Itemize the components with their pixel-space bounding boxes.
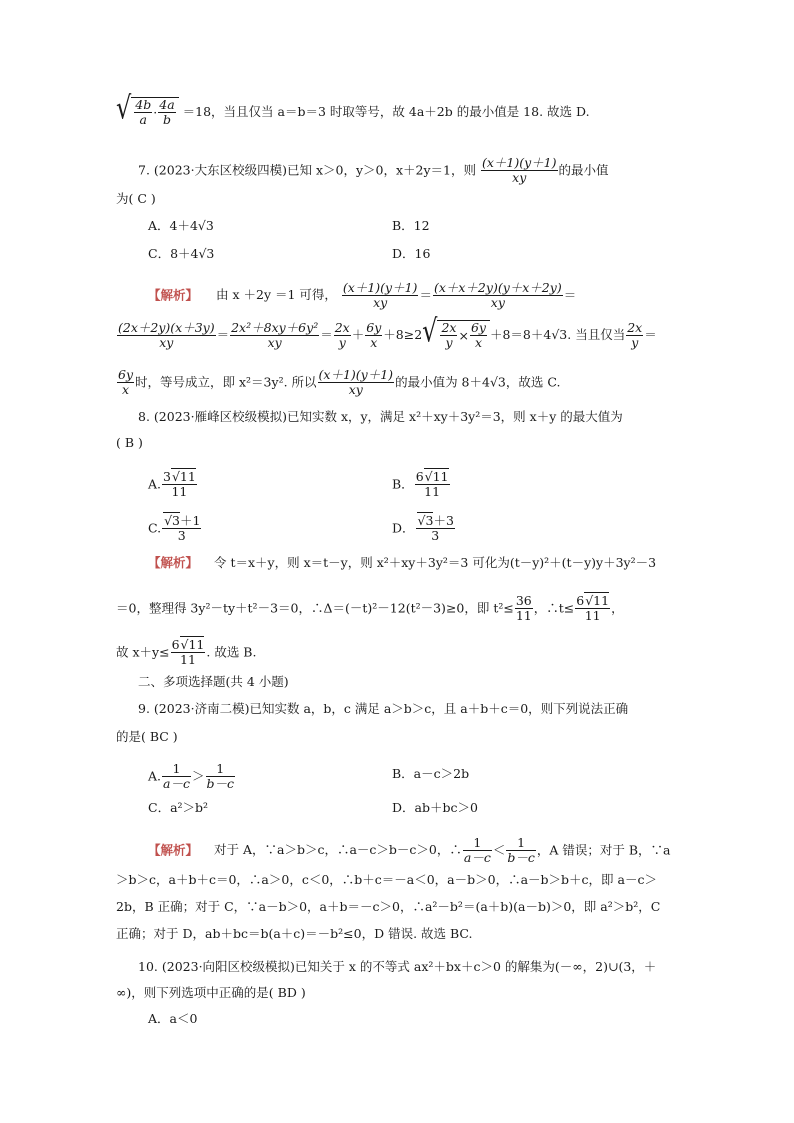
q9-solution-line-1: 【解析】 对于 A，∵a＞b＞c，∴a－c＞b－c＞0，∴ $\frac{1}{a-c}$ ＜ $\frac{1}{b-c}$ ，A 错误；对于 B，∵a — [148, 835, 671, 866]
q9-stem-a: 已知实数 a，b，c 满足 a＞b＞c，且 a＋b＋c＝0，则下列说法正确 — [249, 701, 629, 716]
q7-solution-line-1: 【解析】 由 x ＋2y ＝1 可得， $\frac{(x+1)(y+1)}{xy}$ ＝ $\frac{(x+x+2y)(y+x+2y)}{xy}$ ＝ — [148, 280, 577, 311]
q10-stem-a: 已知关于 x 的不等式 ax²＋bx＋c＞0 的解集为(－∞，2)∪(3，＋ — [294, 959, 657, 974]
line-1 — [116, 89, 590, 128]
q8-option-c: C. $\frac{√3+1}{3}$ — [148, 513, 201, 544]
q9-solution-line-2: ＞b＞c，a＋b＋c＝0，∴a＞0，c＜0，∴b＋c＝－a＜0，a－b＞0，∴a－b＞b＋c，即 a－c＞ — [116, 872, 657, 887]
q7-source: (2023·大东区校级四模) — [153, 162, 287, 178]
q9-option-b: B．a－c＞2b — [392, 766, 470, 781]
q10-number: 10. — [138, 959, 158, 974]
q7-option-a: A．4＋4√3 — [148, 218, 214, 233]
q10-stem-line — [138, 961, 656, 974]
q9-option-c: C．a²＞b² — [148, 800, 209, 815]
q10-source: (2023·向阳区校级模拟) — [161, 959, 295, 974]
q10-option-a: A．a＜0 — [148, 1011, 198, 1026]
section-title: 二、多项选择题(共 4 小题) — [138, 674, 289, 689]
q8-solution-line-3: 故 x＋y≤ $\frac{6√11}{11}$ . 故选 B. — [116, 637, 257, 668]
q7-option-c: C．8＋4√3 — [148, 246, 215, 261]
q8-source: (2023·雁峰区校级模拟) — [153, 409, 287, 424]
q7-solution-line-2: $\frac{(2x+2y)(x+3y)}{xy}$ ＝ $\frac{\text{2x²＋8xy＋6y²}}{xy}$ ＝ $\frac{2x}{y}$ ＋ $\frac{6y}{x}$ ＋8≥2 √ 2x y × 6y x ＋8＝8＋4√3. 当且仅当 $\frac{2x}{y}$ ＝ — [118, 312, 657, 351]
q8-solution-label: 【解析】 — [148, 555, 199, 570]
q9-stem-b: 的是( BC ) — [116, 729, 178, 744]
q8-option-d: D． $\frac{√3+3}{3}$ — [392, 513, 454, 544]
q8-option-b: B． $\frac{6√11}{11}$ — [392, 469, 449, 500]
q7-stem-a: 已知 x＞0，y＞0，x＋2y＝1，则 — [286, 162, 476, 178]
line-1-text: ＝18，当且仅当 a＝b＝3 时取等号，故 4a＋2b 的最小值是 18. 故选 D. — [182, 103, 590, 119]
q7-fraction: $\frac{(x+1)(y+1)}{xy}$ — [481, 155, 557, 186]
q7-solution-label: 【解析】 — [148, 287, 199, 303]
q7-option-d: D．16 — [392, 246, 431, 261]
sqrt-expression: √ 4b a · 4a b — [116, 97, 179, 128]
q9-solution-label: 【解析】 — [148, 842, 199, 858]
q7-stem-line — [138, 156, 609, 186]
q10-stem-b: ∞)，则下列选项中正确的是( BD ) — [116, 985, 306, 1000]
q7-stem-b: 的最小值 — [558, 162, 609, 178]
q8-stem-b: ( B ) — [116, 435, 143, 450]
q9-option-d: D．ab＋bc＞0 — [392, 800, 478, 815]
q9-stem-line — [138, 703, 628, 716]
q9-number: 9. — [138, 701, 150, 716]
q8-solution-line-2: ＝0，整理得 3y²－ty＋t²－3＝0，∴Δ＝(－t)²－12(t²－3)≥0，即 t²≤ $\frac{36}{11}$ ，∴t≤ $\frac{6√11}{11}$ ， — [116, 593, 624, 624]
q7-number: 7. — [138, 162, 150, 178]
q9-solution-line-3: 2b，B 正确；对于 C，∵a－b＞0，a＋b＝－c＞0，∴a²－b²＝(a＋b)(a－b)＞0，即 a²＞b²，C — [116, 899, 661, 914]
q9-source: (2023·济南二模) — [153, 701, 250, 716]
q7-solution-line-3: $\frac{6y}{x}$ 时，等号成立，即 x²＝3y². 所以 $\frac{(x+1)(y+1)}{xy}$ 的最小值为 8＋4√3，故选 C. — [118, 367, 561, 398]
q8-number: 8. — [138, 409, 150, 424]
q9-solution-line-4: 正确；对于 D，ab＋bc＝b(a＋c)＝－b²≤0，D 错误. 故选 BC. — [116, 926, 473, 941]
q7-stem-c: 为( C ) — [116, 191, 156, 206]
q8-solution-line-1: 【解析】 令 t＝x＋y，则 x＝t－y，则 x²＋xy＋3y²＝3 可化为(t－y)²＋(t－y)y＋3y²－3 — [148, 555, 657, 570]
q9-option-a: A. $\frac{1}{a-c}$ ＞ $\frac{1}{b-c}$ — [148, 761, 235, 792]
q8-stem-line — [138, 411, 623, 424]
q8-stem-a: 已知实数 x，y，满足 x²＋xy＋3y²＝3，则 x＋y 的最大值为 — [286, 409, 623, 424]
q8-option-a: A. $\frac{3√11}{11}$ — [148, 469, 196, 500]
q7-option-b: B．12 — [392, 218, 430, 233]
